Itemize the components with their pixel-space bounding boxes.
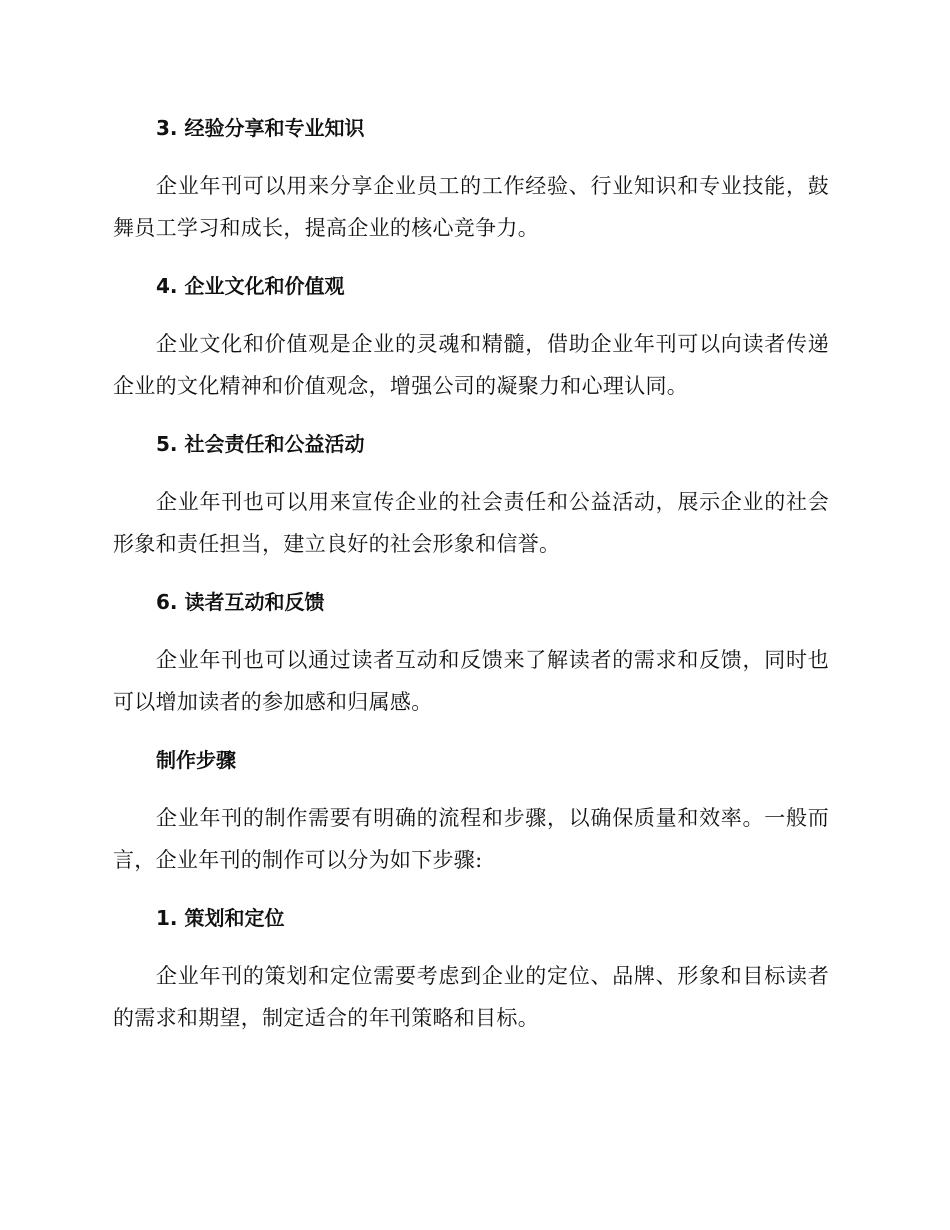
section-paragraph-experience-sharing: 企业年刊可以用来分享企业员工的工作经验、行业知识和专业技能，鼓舞员工学习和成长，提高企业的核心竞争力。 — [113, 174, 829, 240]
section-heading-experience-sharing: 3. 经验分享和专业知识 — [156, 116, 365, 140]
section-paragraph-reader-interaction: 企业年刊也可以通过读者互动和反馈来了解读者的需求和反馈，同时也可以增加读者的参加感和归属感。 — [113, 648, 829, 714]
section-heading-corporate-culture: 4. 企业文化和价值观 — [156, 274, 345, 298]
section-paragraph-corporate-culture: 企业文化和价值观是企业的灵魂和精髓，借助企业年刊可以向读者传递企业的文化精神和价值观念，增强公司的凝聚力和心理认同。 — [113, 332, 829, 398]
section-heading-production-steps: 制作步骤 — [156, 748, 236, 772]
section-heading-reader-interaction: 6. 读者互动和反馈 — [156, 590, 325, 614]
section-paragraph-production-steps: 企业年刊的制作需要有明确的流程和步骤，以确保质量和效率。一般而言，企业年刊的制作可以分为如下步骤: — [113, 806, 829, 872]
section-paragraph-planning-positioning: 企业年刊的策划和定位需要考虑到企业的定位、品牌、形象和目标读者的需求和期望，制定适合的年刊策略和目标。 — [113, 964, 829, 1030]
section-paragraph-social-responsibility: 企业年刊也可以用来宣传企业的社会责任和公益活动，展示企业的社会形象和责任担当，建立良好的社会形象和信誉。 — [113, 490, 829, 556]
section-heading-planning-positioning: 1. 策划和定位 — [156, 906, 285, 930]
document-body — [113, 113, 829, 1061]
section-heading-social-responsibility: 5. 社会责任和公益活动 — [156, 432, 365, 456]
